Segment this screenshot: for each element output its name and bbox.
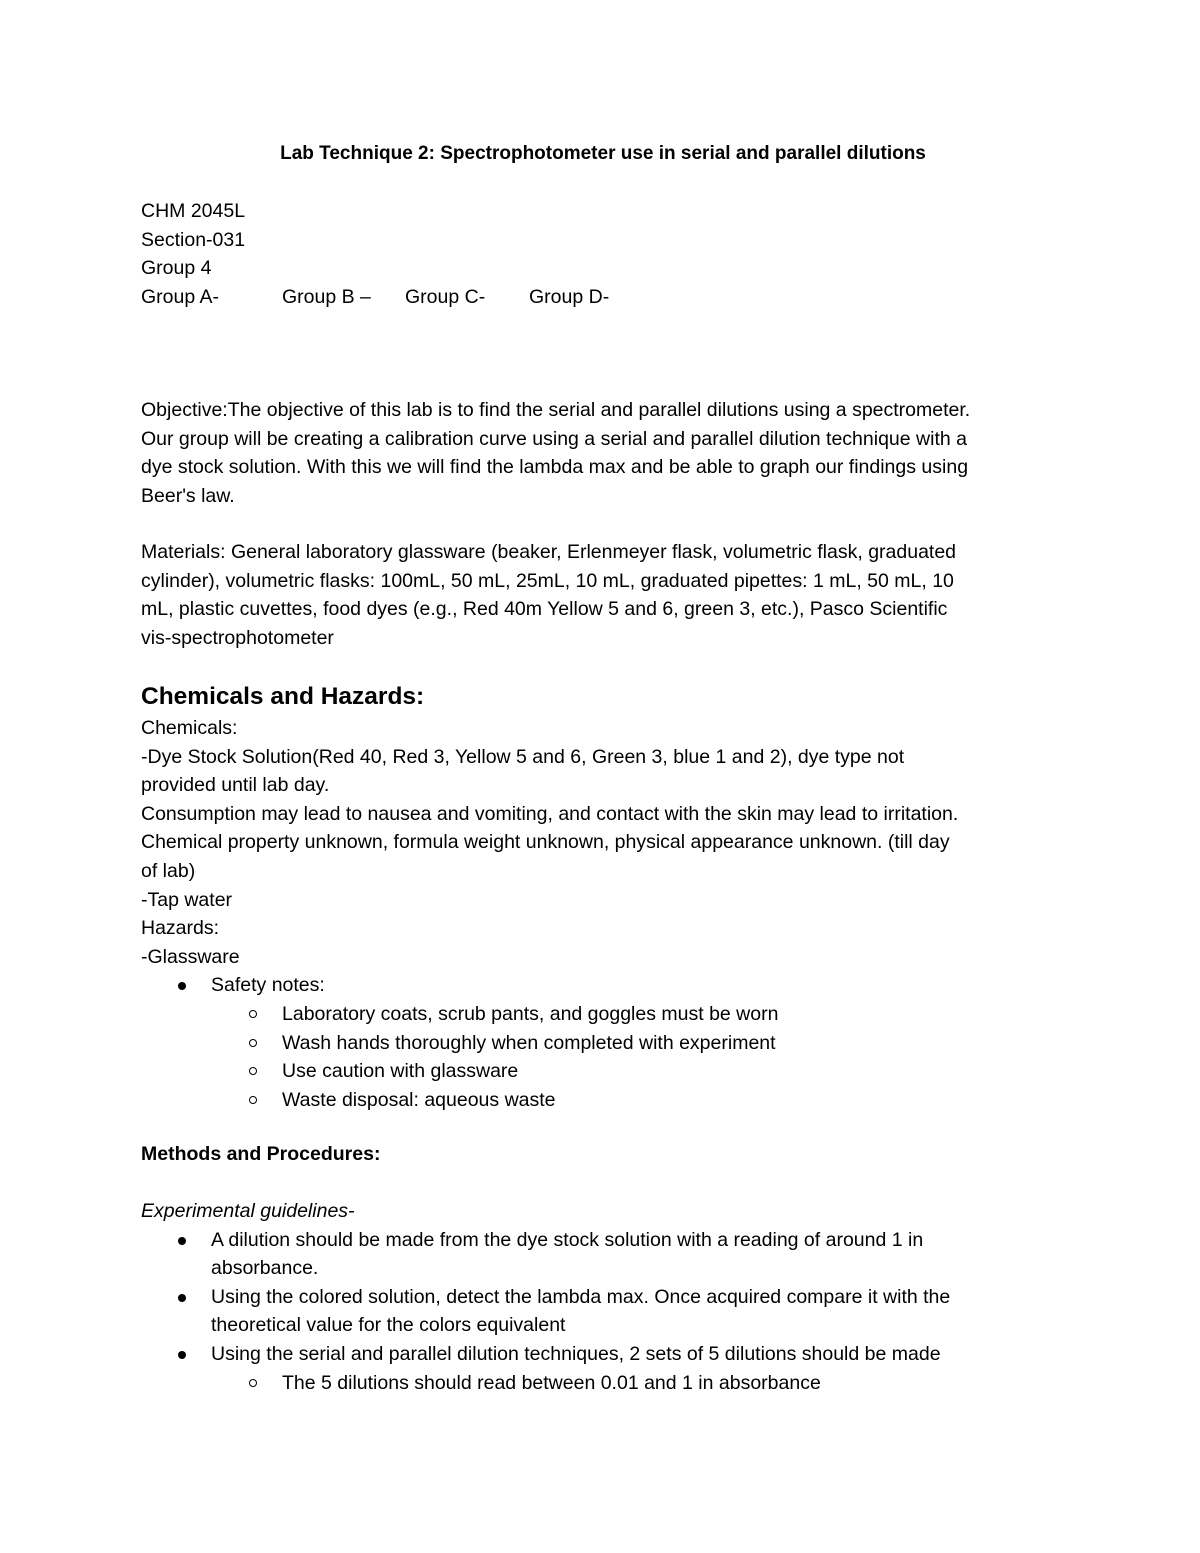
bullet-dot-icon <box>178 1237 186 1245</box>
methods-body <box>141 1197 1071 1397</box>
group-b-label: Group B – <box>282 285 371 308</box>
guidelines-list <box>141 1226 1071 1398</box>
chemicals-line: Chemical property unknown, formula weight unknown, physical appearance unknown. (till day <box>141 831 950 854</box>
header-block <box>141 197 1071 311</box>
list-item <box>282 1369 1071 1398</box>
list-item <box>211 1283 1071 1340</box>
chemicals-line: provided until lab day. <box>141 774 330 797</box>
materials-line: mL, plastic cuvettes, food dyes (e.g., Red 40m Yellow 5 and 6, green 3, etc.), Pasco Scientific <box>141 598 948 621</box>
objective-paragraph <box>141 396 1071 510</box>
objective-line: Our group will be creating a calibration curve using a serial and parallel dilution technique with a <box>141 427 967 450</box>
group-d-label: Group D- <box>529 285 610 308</box>
chemicals-line: of lab) <box>141 859 196 882</box>
list-item <box>211 971 1071 1114</box>
guideline-line: theoretical value for the colors equivalent <box>211 1314 566 1337</box>
course-code: CHM 2045L <box>141 200 246 222</box>
guideline-line: A dilution should be made from the dye stock solution with a reading of around 1 in <box>211 1228 924 1251</box>
list-item <box>211 1226 1071 1283</box>
bullet-dot-icon <box>178 1351 186 1359</box>
bullet-circle-icon <box>249 1010 257 1018</box>
safety-item-text: Use caution with glassware <box>282 1060 519 1083</box>
safety-sublist <box>211 1000 1071 1114</box>
list-item <box>282 1029 1071 1058</box>
list-item <box>282 1057 1071 1086</box>
guideline-line: Using the serial and parallel dilution techniques, 2 sets of 5 dilutions should be made <box>211 1342 941 1365</box>
chemicals-line: -Tap water <box>141 888 233 911</box>
bullet-dot-icon <box>178 1294 186 1302</box>
bullet-circle-icon <box>249 1379 257 1387</box>
guideline-line: Using the colored solution, detect the lambda max. Once acquired compare it with the <box>211 1285 951 1308</box>
objective-line: dye stock solution. With this we will find the lambda max and be able to graph our findings using <box>141 456 969 479</box>
bullet-circle-icon <box>249 1039 257 1047</box>
guideline-subitem-text: The 5 dilutions should read between 0.01 and 1 in absorbance <box>282 1371 821 1394</box>
section-number: Section-031 <box>141 228 246 251</box>
group-number: Group 4 <box>141 257 212 280</box>
safety-list <box>141 971 1071 1114</box>
chemicals-line: Consumption may lead to nausea and vomiting, and contact with the skin may lead to irritation. <box>141 802 959 825</box>
list-item <box>282 1000 1071 1029</box>
safety-item-text: Laboratory coats, scrub pants, and goggles must be worn <box>282 1002 779 1025</box>
objective-line: Beer's law. <box>141 484 235 507</box>
methods-heading: Methods and Procedures: <box>141 1143 381 1165</box>
guidelines-sublist <box>211 1369 1071 1398</box>
safety-item-text: Wash hands thoroughly when completed with experiment <box>282 1031 776 1054</box>
chemicals-line: Hazards: <box>141 917 220 940</box>
materials-paragraph <box>141 538 1071 652</box>
bullet-circle-icon <box>249 1096 257 1104</box>
list-item <box>211 1340 1071 1397</box>
chemicals-line: Chemicals: <box>141 717 238 739</box>
page-title: Lab Technique 2: Spectrophotometer use in serial and parallel dilutions <box>280 143 926 164</box>
list-item <box>282 1086 1071 1115</box>
group-c-label: Group C- <box>405 285 486 308</box>
chemicals-line: -Glassware <box>141 945 240 968</box>
materials-line: vis-spectrophotometer <box>141 626 334 649</box>
guideline-line: absorbance. <box>211 1257 319 1280</box>
chemicals-body <box>141 714 1071 1114</box>
objective-line: Objective:The objective of this lab is to find the serial and parallel dilutions using a spectrometer. <box>141 399 971 421</box>
chemicals-heading: Chemicals and Hazards: <box>141 683 425 710</box>
experimental-guidelines-subheading: Experimental guidelines- <box>141 1200 355 1222</box>
materials-line: cylinder), volumetric flasks: 100mL, 50 mL, 25mL, 10 mL, graduated pipettes: 1 mL, 50 mL, 10 <box>141 569 954 592</box>
bullet-circle-icon <box>249 1067 257 1075</box>
safety-item-text: Waste disposal: aqueous waste <box>282 1088 556 1111</box>
chemicals-line: -Dye Stock Solution(Red 40, Red 3, Yellow 5 and 6, Green 3, blue 1 and 2), dye type not <box>141 745 905 768</box>
safety-notes-label: Safety notes: <box>211 974 325 997</box>
bullet-dot-icon <box>178 982 186 990</box>
group-a-label: Group A- <box>141 285 220 308</box>
materials-line: Materials: General laboratory glassware (beaker, Erlenmeyer flask, volumetric flask, graduated <box>141 541 957 563</box>
group-members-row <box>141 283 1071 312</box>
